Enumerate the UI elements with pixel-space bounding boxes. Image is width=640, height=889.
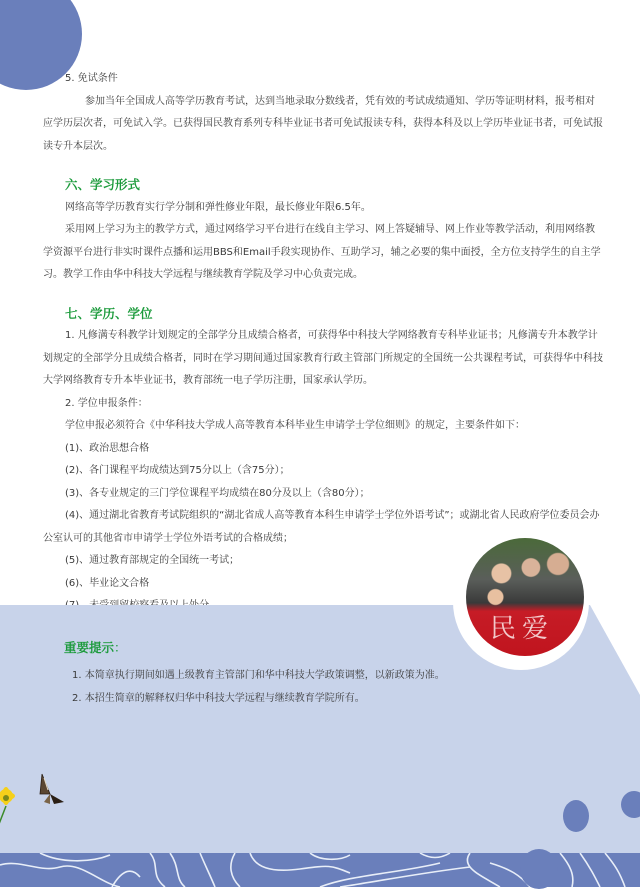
- tips-item: 2. 本招生简章的解释权归华中科技大学远程与继续教育学院所有。: [72, 693, 365, 704]
- section7-item1: 1. 凡修满专科教学计划规定的全部学分且成绩合格者，可获得华中科技大学网络教育专科毕业证书；凡修满专升本教学计划规定的全部学分且成绩合格者，同时在学习期间通过国家教育行政主管部门所规定的全国统一公共课程考试，可获得华中科技大学网络教育专升本毕业证书，教育部统一电子学历注册，国家承认学历。: [43, 330, 603, 386]
- section7-title: 七、学历、学位: [65, 305, 153, 321]
- decorative-dot: [621, 791, 640, 818]
- section6-paragraph-1: 网络高等学历教育实行学分制和弹性修业年限，最长修业年限6.5年。: [65, 201, 371, 213]
- condition-item: (2)、各门课程平均成绩达到75分以上（含75分）；: [65, 465, 290, 476]
- section6-title: 六、学习形式: [65, 177, 141, 192]
- flower-icon: [0, 784, 36, 824]
- decorative-dot: [563, 800, 589, 832]
- tips-item: 1. 本简章执行期间如遇上级教育主管部门和华中科技大学政策调整，以新政策为准。: [72, 670, 445, 681]
- condition-item: (1)、政治思想合格: [65, 442, 150, 454]
- condition-item: (6)、毕业论文合格: [65, 577, 150, 589]
- butterfly-icon: [36, 772, 76, 812]
- important-tips: [64, 638, 484, 710]
- section7-item2-intro: 学位申报必须符合《中华科技大学成人高等教育本科毕业生申请学士学位细则》的规定，主要条件如下：: [65, 420, 525, 431]
- decorative-dot: [520, 849, 558, 889]
- tips-title: 重要提示：: [64, 640, 127, 655]
- section5-heading: 5. 免试条件: [65, 73, 118, 84]
- section5-paragraph: 参加当年全国成人高等学历教育考试，达到当地录取分数线者，凭有效的考试成绩通知、学历等证明材料，报考相对应学历层次者，可免试入学。已获得国民教育系列专科毕业证书者可免试报读专科，获得本科及以上学历毕业证书者，可免试报读专升本层次。: [43, 95, 603, 152]
- section6-paragraph-2: 采用网上学习为主的教学方式，通过网络学习平台进行在线自主学习、网上答疑辅导、网上作业等教学活动，利用网络教学资源平台进行非实时课件点播和运用BBS和Email手段实现协作、互助学习，辅之必要的集中面授，全方位支持学生的自主学习。教学工作由华中科技大学远程与继续教育学院及学习中心负责完成。: [43, 224, 601, 280]
- condition-item: (5)、通过教育部规定的全国统一考试；: [65, 555, 240, 566]
- condition-item: (3)、各专业规定的三门学位课程平均成绩在80分及以上（含80分）；: [65, 487, 370, 499]
- photo-banner-text: 民爱: [490, 614, 555, 644]
- condition-item: (4)、通过湖北省教育考试院组织的“湖北省成人高等教育本科生申请学士学位外语考试”；或湖北省人民政府学位委员会办公室认可的其他省市申请学士学位外语考试的合格成绩；: [43, 510, 600, 544]
- section7-item2-heading: 2. 学位申报条件：: [65, 397, 148, 409]
